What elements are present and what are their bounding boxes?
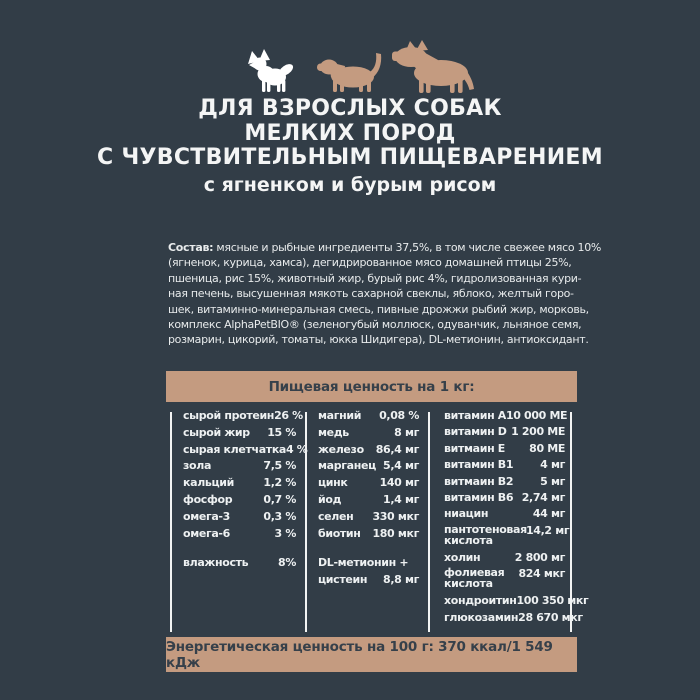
table-row [183,442,308,460]
nutrient-value: 140 мг [379,476,419,490]
composition-line: розмарин, цикорий, томаты, юкка Шидигера), DL-метионин, антиоксидант. [168,333,589,347]
nutrient-value: 15 % [267,425,296,439]
nutrient-label: цинк [318,476,348,490]
nutrient-value: 4 мг [540,458,565,472]
nutrition-title: Пищевая ценность на 1 кг: [268,378,475,395]
nutrient-label: железо [318,442,364,456]
nutrient-value: 8,8 мг [383,573,419,587]
table-divider [428,412,430,632]
nutrient-label: витмаин B2 [444,474,514,488]
table-row [318,527,419,544]
nutrient-label: фолиевая кислота [444,566,505,591]
nutrient-value: 100 350 мкг [516,594,589,608]
nutrient-value: 5,4 мг [383,459,419,473]
dog-size-icons [222,20,482,96]
nutrient-label: холин [444,550,481,564]
nutrient-label: ниацин [444,507,489,521]
table-row [318,493,419,510]
nutrition-column-3 [444,409,589,627]
nutrient-label: сырой жир [183,425,250,439]
table-row [183,510,296,527]
nutrient-value: 824 мкг [518,567,565,581]
nutrient-value: 28 670 мкг [518,610,583,624]
table-row [444,442,565,458]
table-row [183,527,296,544]
table-row [444,475,565,491]
small-dog-icon [248,49,295,92]
composition-text [168,240,602,348]
nutrient-value: 1,4 мг [383,492,419,506]
nutrient-value: 1,2 % [263,476,296,490]
composition-label: Состав: [168,241,214,254]
title-line-2: МЕЛКИХ ПОРОД [244,120,456,146]
nutrient-value: 0,3 % [263,509,296,523]
table-row [444,491,565,507]
title-line-3: С ЧУВСТВИТЕЛЬНЫМ ПИЩЕВАРЕНИЕМ [97,145,603,170]
nutrient-label: витамин D [444,425,507,439]
composition-line: комплекс AlphaPetBIO® (зеленогубый моллюск, одуванчик, льняное семя, [168,318,582,332]
nutrition-header-banner [166,371,577,402]
table-row [444,522,570,551]
nutrient-label: биотин [318,526,361,540]
nutrient-value: 0,08 % [379,409,419,422]
table-row [318,573,419,590]
nutrient-value: 10 000 МЕ [505,409,568,422]
table-row [183,426,296,443]
nutrient-value: 44 мг [532,507,565,521]
nutrient-label: фосфор [183,492,233,506]
table-row [444,594,589,610]
nutrient-value: 4 % [286,442,308,456]
nutrient-label: селен [318,509,354,523]
table-row [444,425,565,441]
nutrient-value: 26 % [274,409,303,422]
nutrient-label: зола [183,459,212,473]
nutrition-column-1 [183,409,308,573]
composition-line: пшеница, рис 15%, животный жир, бурый рис 4%, гидролизованная кури- [168,271,582,285]
large-dog-icon [392,40,474,93]
nutrition-column-2 [318,409,419,590]
table-row [444,551,565,567]
energy-banner [166,637,577,672]
nutrient-label: пантотеновая кислота [444,522,527,547]
composition-line: (ягненок, курица, хамса), дегидрированное мясо домашней птицы 25%, [168,256,572,270]
medium-dog-icon [317,53,381,92]
table-row [183,493,296,510]
table-row [183,556,296,573]
nutrient-label: DL-метионин + [318,556,409,570]
table-row [444,409,568,425]
composition-line: шек, витаминно-минеральная смесь, пивные дрожжи рыбий жир, морковь, [168,302,589,316]
nutrient-label: магний [318,409,362,422]
nutrient-value: 8 мг [394,425,419,439]
table-row [318,409,419,426]
table-row [318,510,419,527]
table-divider [170,412,172,632]
nutrient-label: хондроитин [444,594,517,608]
composition-line: Состав: мясные и рыбные ингредиенты 37,5%, в том числе свежее мясо 10% [168,241,602,254]
nutrient-value: 3 % [274,526,296,540]
nutrient-value: 0,7 % [263,492,296,506]
nutrient-value: 330 мкг [372,509,419,523]
table-row [183,476,296,493]
nutrient-value: 7,5 % [263,459,296,473]
table-row [183,459,296,476]
title-line-1: ДЛЯ ВЗРОСЛЫХ СОБАК [198,96,502,121]
composition-line: ная печень, высушенная мякоть сахарной свеклы, яблоко, желтый горо- [168,287,574,301]
nutrient-label: витамин A [444,409,506,422]
table-row [444,567,565,594]
nutrient-label: сырая клетчатка [183,442,287,456]
table-row [318,459,419,476]
nutrient-label: влажность [183,556,249,570]
nutrient-label: кальций [183,476,235,490]
nutrient-label: омега-3 [183,509,230,523]
nutrient-value: 2,74 мг [521,490,565,504]
nutrient-label: омега-6 [183,526,230,540]
nutrient-label: сырой протеин [183,409,275,422]
table-row [318,426,419,443]
table-row [444,507,565,523]
nutrient-label: медь [318,425,349,439]
table-row [318,476,419,493]
nutrient-value: 14,2 мг [526,523,570,537]
nutrient-label: глюкозамин [444,610,519,624]
nutrient-value: 86,4 мг [375,442,419,456]
table-row [318,556,419,573]
energy-text: Энергетическая ценность на 100 г: 370 ккал/1 549 кДж [166,638,553,671]
nutrient-label: цистеин [318,573,368,587]
nutrient-label: марганец [318,459,376,473]
nutrient-label: йод [318,492,342,506]
table-row [444,458,565,474]
nutrient-value: 2 800 мг [514,550,565,564]
flavor-subtitle: с ягненком и бурым рисом [203,174,497,196]
nutrient-value: 1 200 МЕ [511,425,565,439]
nutrient-label: витамин B6 [444,490,514,504]
table-row [318,443,419,460]
nutrient-value: 8% [278,556,296,570]
table-row [444,610,583,627]
nutrient-value: 180 мкг [372,526,419,540]
product-title [0,97,700,171]
table-row [183,409,303,426]
nutrient-label: витмаин E [444,441,505,455]
nutrient-label: витамин B1 [444,458,514,472]
nutrient-value: 80 МЕ [529,441,565,455]
nutrient-value: 5 мг [540,474,565,488]
